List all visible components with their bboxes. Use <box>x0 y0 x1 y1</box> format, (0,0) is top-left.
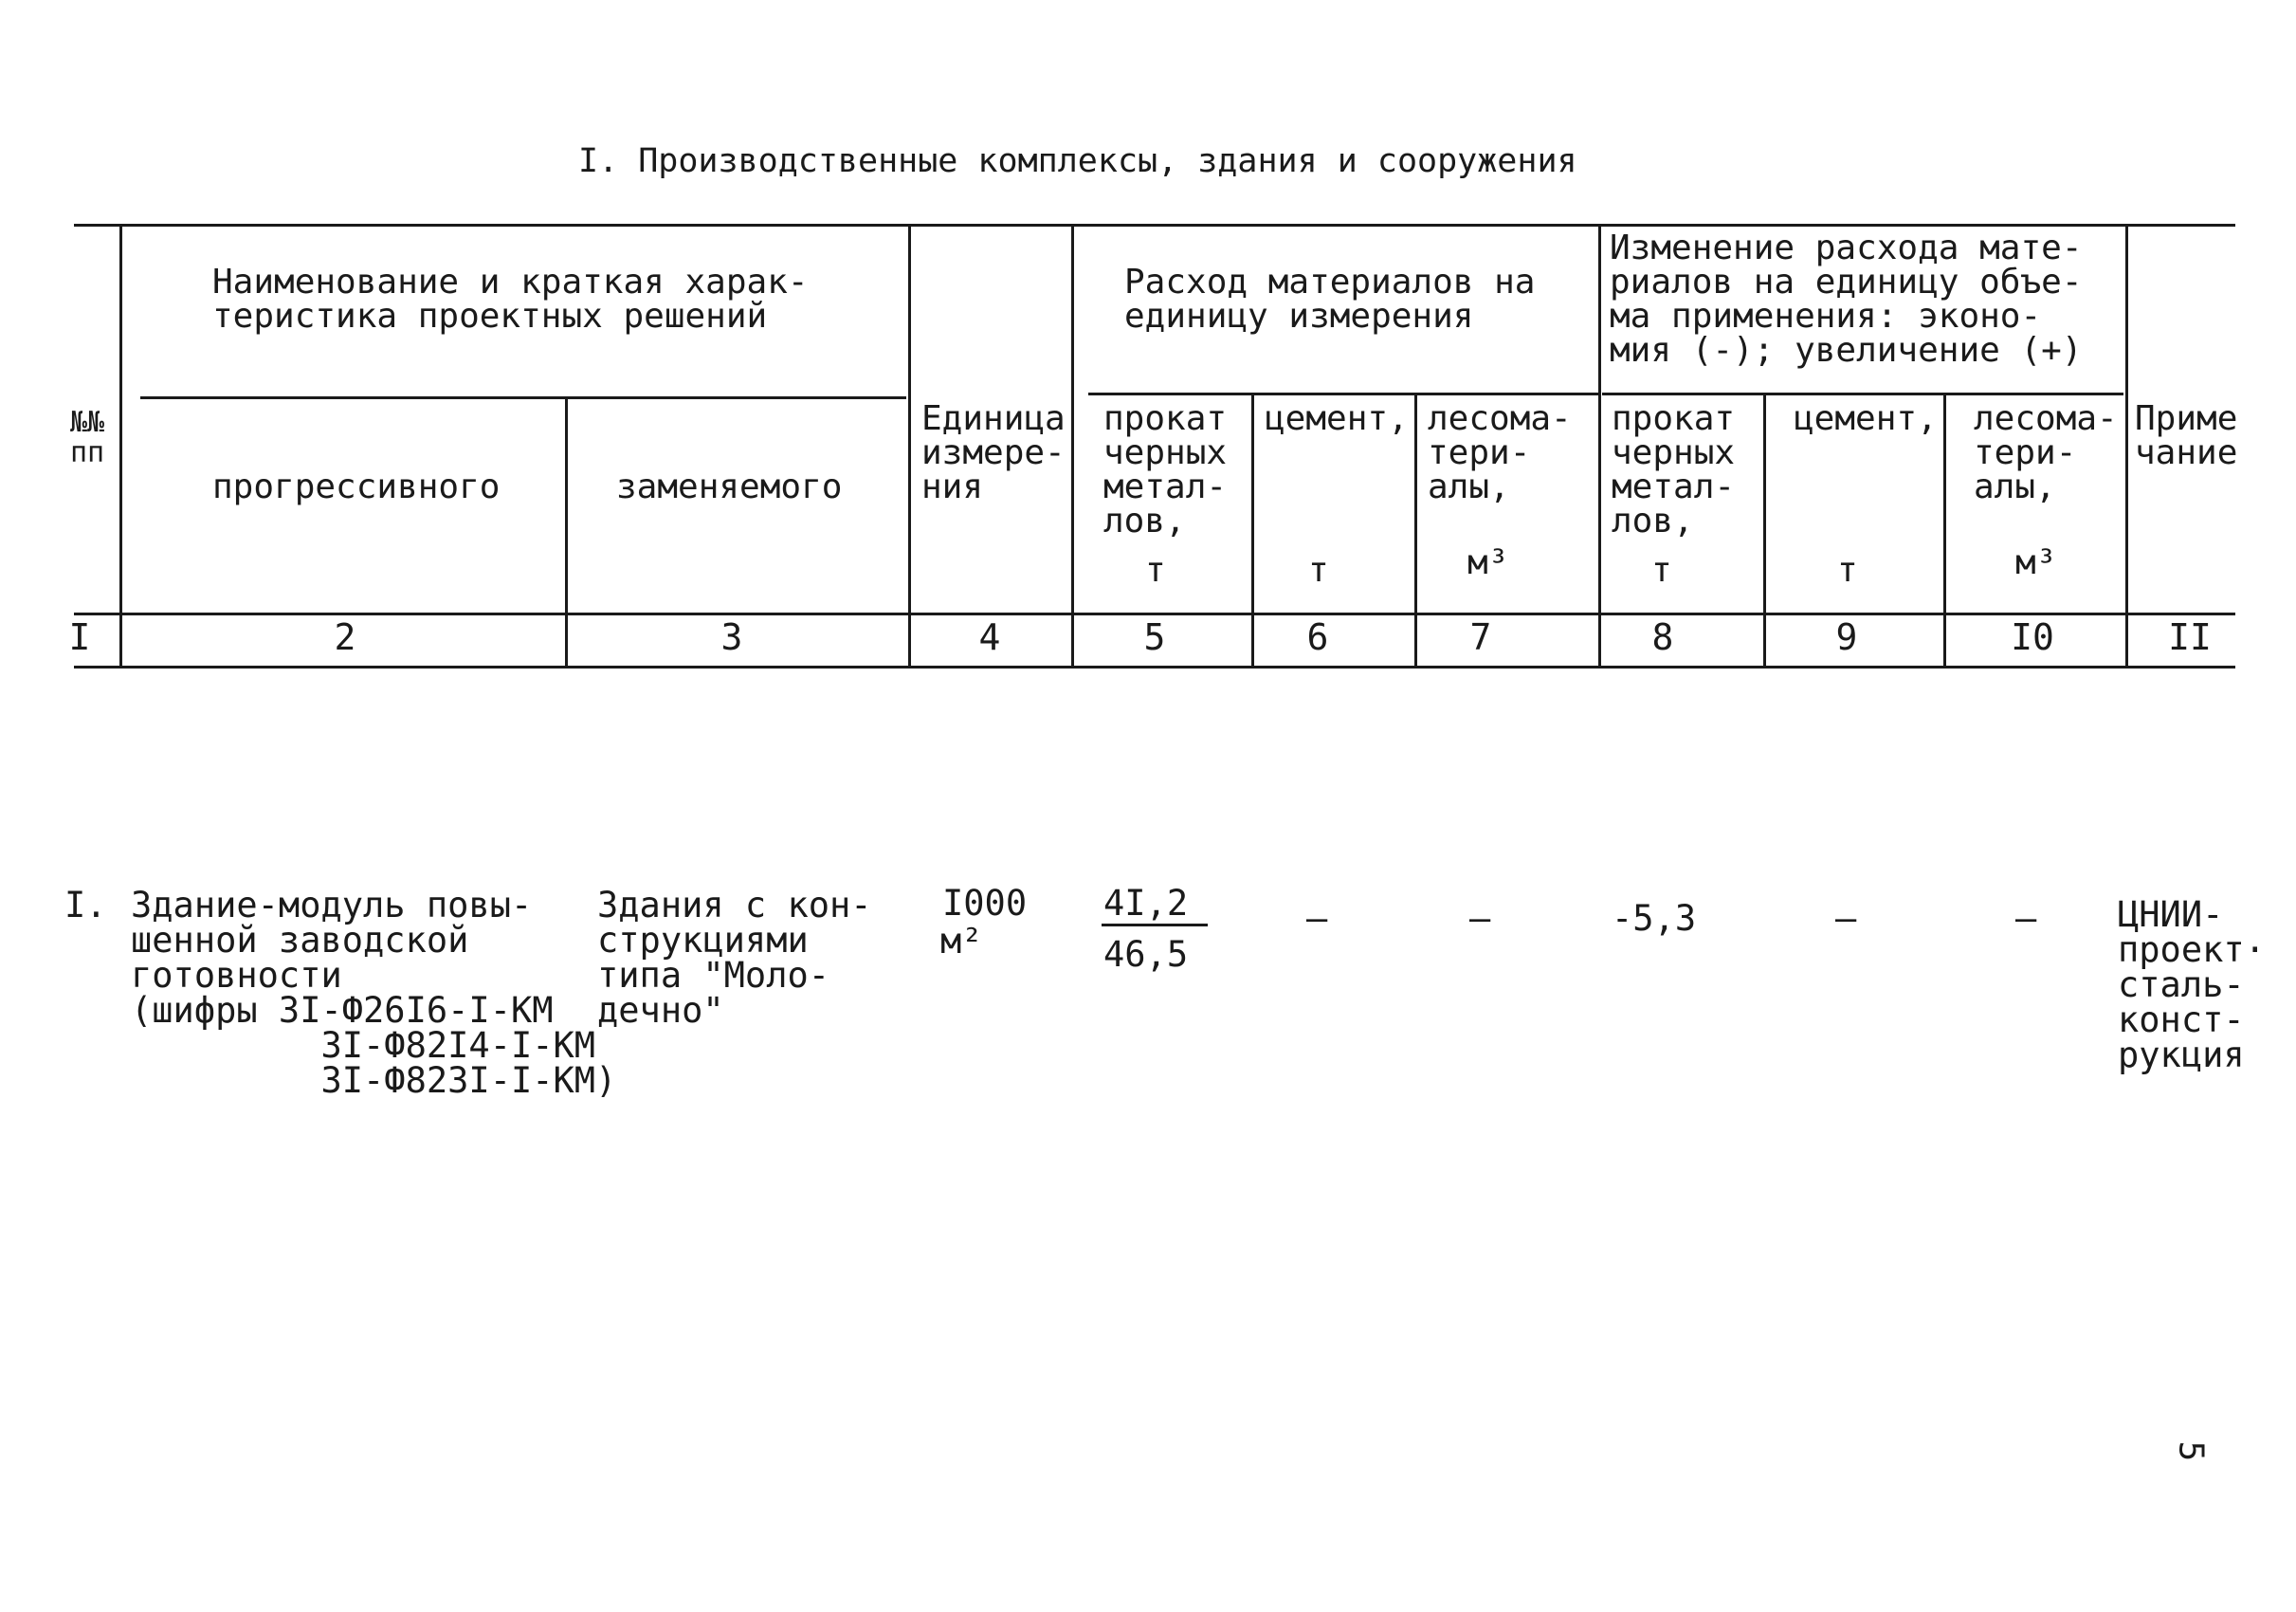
header-col6: цемент, <box>1265 399 1409 438</box>
header-col11: Приме чание <box>2135 399 2238 472</box>
row-number: I. <box>64 885 107 925</box>
header-group-consumption: Расход материалов на единицу измерения <box>1124 263 1536 336</box>
header-col1: №№ пп <box>70 406 105 469</box>
column-number: 5 <box>1143 616 1166 658</box>
row-progressive: Здание-модуль повы- шенной заводской готовности (шифры 3I-Ф26I6-I-КМ 3I-Ф82I4-I-КМ 3I-Ф823I-I-КМ) <box>131 885 617 1101</box>
header-col4: Единица измере- ния <box>921 399 1066 506</box>
header-col9-unit: т <box>1837 551 1858 590</box>
header-col10-unit: м³ <box>2015 543 2057 582</box>
row-replaced: Здания с кон- струкциями типа "Моло- дечно" <box>597 885 872 1031</box>
row-cement: – <box>1306 898 1328 939</box>
row-change-timber: – <box>2015 898 2037 939</box>
row-unit: м² <box>940 921 983 962</box>
header-col5: прокат черных метал- лов, <box>1103 399 1228 540</box>
column-number: 6 <box>1306 616 1329 658</box>
row-metal-denominator: 46,5 <box>1103 934 1189 975</box>
page-title: I. Производственные комплексы, здания и сооружения <box>578 142 1577 180</box>
row-note: ЦНИИ- проект· сталь- конст- рукция <box>2118 894 2266 1075</box>
row-change-metal: -5,3 <box>1612 898 1697 939</box>
header-col7-unit: м³ <box>1467 543 1509 582</box>
column-number: I <box>68 616 91 658</box>
header-group-change: Изменение расхода мате- риалов на единицу объе- ма применения: эконо- мия (-); увеличение (+) <box>1610 229 2083 370</box>
header-col6-unit: т <box>1308 551 1329 590</box>
column-number: 4 <box>978 616 1001 658</box>
header-col9: цемент, <box>1794 399 1938 438</box>
row-timber: – <box>1469 898 1491 939</box>
header-col8-unit: т <box>1651 551 1672 590</box>
column-number: 7 <box>1469 616 1492 658</box>
header-group-name: Наименование и краткая харак- теристика проектных решений <box>212 263 809 336</box>
column-number: 2 <box>334 616 356 658</box>
column-number: 3 <box>720 616 743 658</box>
row-change-cement: – <box>1835 898 1857 939</box>
header-col3: заменяемого <box>616 467 843 506</box>
header-col7: лесома- тери- алы, <box>1428 399 1572 506</box>
column-number: 9 <box>1835 616 1858 658</box>
fraction-line <box>1102 924 1208 926</box>
header-col2: прогрессивного <box>212 467 501 506</box>
header-col8: прокат черных метал- лов, <box>1612 399 1736 540</box>
column-number: 8 <box>1651 616 1674 658</box>
page-number: 5 <box>2171 1440 2211 1462</box>
column-number: II <box>2168 616 2212 658</box>
header-col5-unit: т <box>1145 551 1166 590</box>
row-unit-value: I000 <box>942 883 1028 924</box>
row-metal-numerator: 4I,2 <box>1103 883 1189 924</box>
header-col10: лесома- тери- алы, <box>1974 399 2118 506</box>
column-number: I0 <box>2011 616 2054 658</box>
